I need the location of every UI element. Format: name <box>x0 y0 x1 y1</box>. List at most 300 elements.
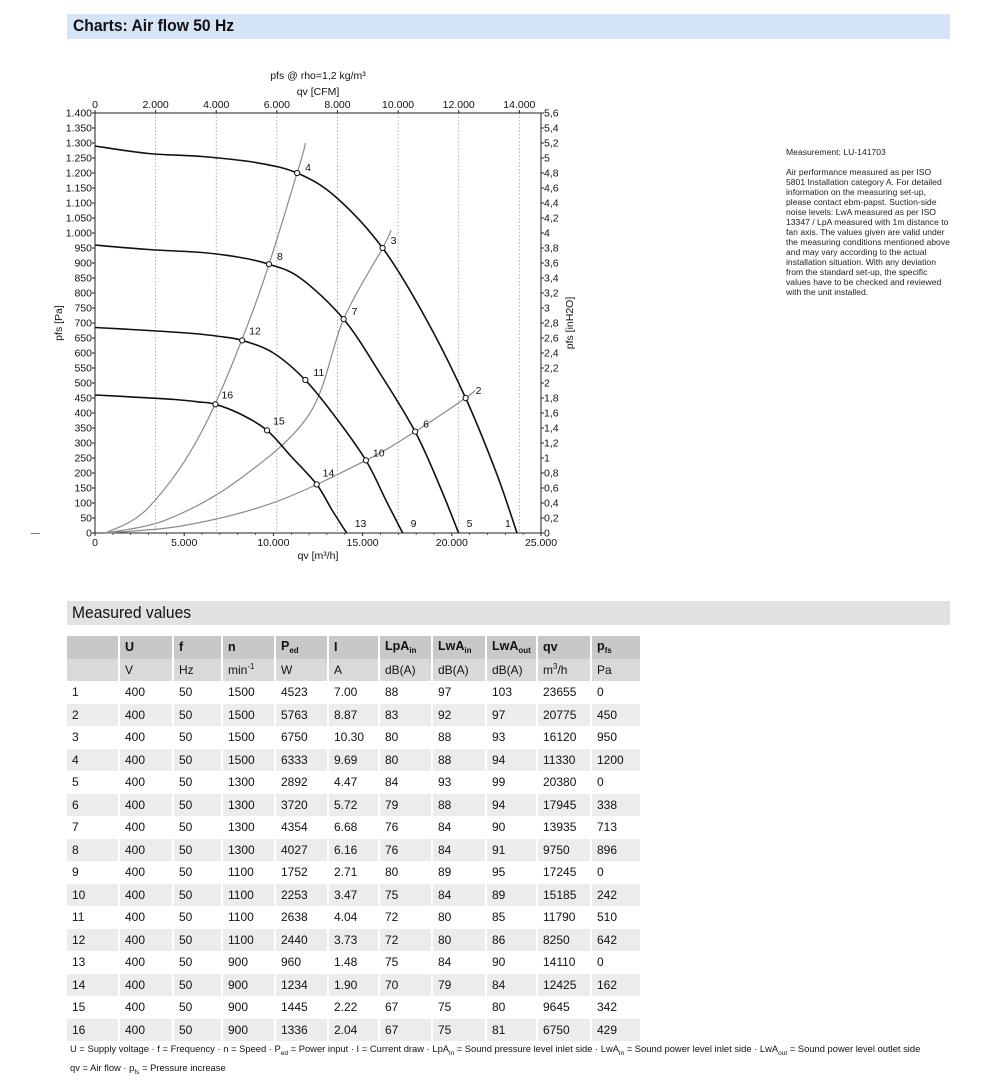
table-cell: 6.16 <box>329 839 380 862</box>
legend-line-2 <box>70 1061 920 1080</box>
table-cell: 1500 <box>223 726 276 749</box>
table-cell: 50 <box>174 816 223 839</box>
y2-tick-label: 0,2 <box>544 512 559 525</box>
point-label: 11 <box>313 367 325 379</box>
table-cell: 50 <box>174 974 223 997</box>
table-cell: 3 <box>67 726 120 749</box>
table-cell: 1200 <box>592 749 642 772</box>
y2-tick-label: 5 <box>544 152 550 165</box>
table-cell: 1445 <box>276 996 329 1019</box>
table-cell: 4.47 <box>329 771 380 794</box>
table-cell: 13935 <box>538 816 592 839</box>
table-row <box>67 681 642 704</box>
legend-text: qv = Air flow · p <box>70 1061 135 1073</box>
table-cell: 896 <box>592 839 642 862</box>
y-tick-label: 300 <box>74 437 92 450</box>
measurement-id: Measurement: LU-141703 <box>786 147 886 157</box>
legend-text: = Sound power level inlet side · LwA <box>624 1043 779 1054</box>
table-cell: 4.04 <box>329 906 380 929</box>
y2-tick-label: 3 <box>544 302 550 315</box>
y-tick-label: 1.050 <box>65 212 92 225</box>
table-cell: 400 <box>120 681 174 704</box>
table-cell: 400 <box>120 951 174 974</box>
y-tick-label: 1.300 <box>65 137 92 150</box>
y-tick-label: 750 <box>74 302 92 315</box>
table-cell: 5763 <box>276 704 329 727</box>
operating-point <box>341 317 346 322</box>
y-tick-label: 350 <box>74 422 92 435</box>
operating-point <box>463 395 468 400</box>
table-cell: 1100 <box>223 906 276 929</box>
operating-point <box>363 458 368 463</box>
table-cell: 0 <box>592 681 642 704</box>
table-cell: 12 <box>67 929 120 952</box>
system-curve <box>106 391 475 534</box>
table-cell: 84 <box>433 951 487 974</box>
point-label: 5 <box>466 518 473 530</box>
table-cell: 9 <box>67 861 120 884</box>
y-tick-label: 100 <box>74 497 92 510</box>
table-cell: 67 <box>380 1019 433 1042</box>
table-cell: 80 <box>380 726 433 749</box>
table-cell: 50 <box>174 704 223 727</box>
table-body <box>67 681 642 1041</box>
y-tick-label: 1.350 <box>65 122 92 135</box>
table-cell: 80 <box>380 749 433 772</box>
table-cell: 4523 <box>276 681 329 704</box>
legend-sub: out <box>778 1049 788 1057</box>
table-units-row <box>67 659 642 682</box>
x-tick-label: 20.000 <box>435 537 468 549</box>
y-axis-label: pfs [Pa] <box>53 305 65 341</box>
table-cell: 76 <box>380 839 433 862</box>
y-tick-label: 700 <box>74 317 92 330</box>
table-cell: 960 <box>276 951 329 974</box>
table-cell: 400 <box>120 884 174 907</box>
y2-tick-label: 4,2 <box>544 212 559 225</box>
y-tick-label: 550 <box>74 362 92 375</box>
table-cell: 13 <box>67 951 120 974</box>
table-cell: 84 <box>487 974 538 997</box>
legend-sub: ed <box>280 1049 289 1057</box>
table-cell: 1100 <box>223 861 276 884</box>
table-cell: 84 <box>433 816 487 839</box>
table-cell: 1100 <box>223 884 276 907</box>
legend-sub: fs <box>134 1068 140 1076</box>
table-row <box>67 861 642 884</box>
table-cell: 2.04 <box>329 1019 380 1042</box>
y2-tick-label: 3,6 <box>544 257 559 270</box>
table-cell: 400 <box>120 839 174 862</box>
table-cell: 242 <box>592 884 642 907</box>
point-label: 2 <box>475 385 482 397</box>
measurement-note <box>786 147 952 307</box>
unit-cell: V <box>120 659 174 682</box>
table-cell: 1234 <box>276 974 329 997</box>
table-cell: 450 <box>592 704 642 727</box>
table-cell: 72 <box>380 929 433 952</box>
y-tick-label: 900 <box>74 257 92 270</box>
point-label: 8 <box>276 251 283 264</box>
column-header: I <box>329 636 380 659</box>
table-cell: 94 <box>487 749 538 772</box>
table-cell: 8 <box>67 839 120 862</box>
table-cell: 50 <box>174 861 223 884</box>
table-cell: 342 <box>592 996 642 1019</box>
table-cell: 84 <box>433 884 487 907</box>
table-cell: 90 <box>487 816 538 839</box>
column-header: f <box>174 636 223 659</box>
table-cell: 90 <box>487 951 538 974</box>
table-cell: 88 <box>433 794 487 817</box>
table-cell: 88 <box>433 749 487 772</box>
table-cell: 80 <box>433 929 487 952</box>
unit-cell: W <box>276 659 329 682</box>
point-label: 1 <box>505 518 511 530</box>
table-cell: 70 <box>380 974 433 997</box>
y-tick-label: 1.200 <box>65 167 92 180</box>
legend-text: = Sound pressure level inlet side · LwA <box>454 1043 620 1054</box>
table-row <box>67 794 642 817</box>
x2-tick-label: 8.000 <box>324 99 351 111</box>
legend-text: = Power input · I = Current draw · LpA <box>288 1043 450 1054</box>
point-label: 3 <box>390 235 397 247</box>
column-header <box>67 636 120 659</box>
x-axis-label: qv [m³/h] <box>297 550 339 562</box>
y-tick-label: 450 <box>74 392 92 405</box>
table-cell: 11 <box>67 906 120 929</box>
table-cell: 97 <box>487 704 538 727</box>
table-cell: 8250 <box>538 929 592 952</box>
table-cell: 1752 <box>276 861 329 884</box>
y2-tick-label: 4,4 <box>544 197 559 210</box>
table-cell: 400 <box>120 749 174 772</box>
table-cell: 14 <box>67 974 120 997</box>
x2-tick-label: 14.000 <box>503 99 536 111</box>
legend-text: = Sound power level outlet side <box>787 1043 921 1054</box>
y2-tick-label: 1 <box>544 452 550 465</box>
table-cell: 50 <box>174 794 223 817</box>
point-label: 16 <box>221 389 234 402</box>
y2-tick-label: 5,6 <box>544 107 559 120</box>
point-label: 4 <box>305 162 311 174</box>
unit-cell: dB(A) <box>433 659 487 682</box>
table-cell: 338 <box>592 794 642 817</box>
y-tick-label: 400 <box>74 407 92 420</box>
table-cell: 400 <box>120 726 174 749</box>
table-cell: 11330 <box>538 749 592 772</box>
table-cell: 3.47 <box>329 884 380 907</box>
table-cell: 16120 <box>538 726 592 749</box>
table-cell: 79 <box>433 974 487 997</box>
table-cell: 84 <box>433 839 487 862</box>
point-label: 13 <box>354 518 367 530</box>
column-header-sub: in <box>409 646 417 656</box>
point-label: 14 <box>322 467 335 480</box>
table-cell: 91 <box>487 839 538 862</box>
table-cell: 1.90 <box>329 974 380 997</box>
x-tick-label: 25.000 <box>524 537 558 549</box>
table-cell: 85 <box>487 906 538 929</box>
y2-axis-label: pfs [inH2O] <box>564 296 576 350</box>
y2-tick-label: 4,8 <box>544 167 559 180</box>
table-cell: 642 <box>592 929 642 952</box>
table-cell: 400 <box>120 996 174 1019</box>
table-cell: 93 <box>487 726 538 749</box>
table-cell: 6.68 <box>329 816 380 839</box>
table-cell: 75 <box>380 951 433 974</box>
unit-cell: Pa <box>592 659 642 682</box>
x-tick-label: 10.000 <box>257 537 290 549</box>
table-cell: 1100 <box>223 929 276 952</box>
table-row <box>67 1019 642 1042</box>
table-cell: 1300 <box>223 839 276 862</box>
unit-cell: Hz <box>174 659 223 682</box>
x2-tick-label: 4.000 <box>203 99 230 111</box>
y-tick-label: 1.000 <box>65 227 92 240</box>
x-tick-label: 5.000 <box>171 537 198 549</box>
table-cell: 1500 <box>223 704 276 727</box>
table-cell: 50 <box>174 839 223 862</box>
table-cell: 50 <box>174 749 223 772</box>
table-cell: 97 <box>433 681 487 704</box>
table-cell: 2 <box>67 704 120 727</box>
y2-tick-label: 0,8 <box>544 467 559 480</box>
y-tick-label: 1.400 <box>65 107 92 120</box>
measured-values-table <box>67 636 642 1041</box>
table-cell: 400 <box>120 816 174 839</box>
x-tick-label: 15.000 <box>346 537 379 549</box>
table-cell: 10.30 <box>329 726 380 749</box>
column-header-sub: ed <box>289 646 299 656</box>
table-cell: 67 <box>380 996 433 1019</box>
table-row <box>67 749 642 772</box>
column-header: qv <box>538 636 592 659</box>
table-cell: 2440 <box>276 929 329 952</box>
y2-tick-label: 4 <box>544 227 550 240</box>
column-header: $p_{fs}$ <box>592 636 642 659</box>
y-tick-label: 600 <box>74 347 92 360</box>
table-cell: 400 <box>120 1019 174 1042</box>
table-cell: 50 <box>174 929 223 952</box>
table-cell: 88 <box>433 726 487 749</box>
table-cell: 9.69 <box>329 749 380 772</box>
table-cell: 6750 <box>276 726 329 749</box>
y-tick-label: 200 <box>74 467 92 480</box>
x2-tick-label: 12.000 <box>442 99 475 111</box>
y2-tick-label: 2,8 <box>544 317 559 330</box>
table-cell: 16 <box>67 1019 120 1042</box>
table-cell: 17245 <box>538 861 592 884</box>
table-cell: 50 <box>174 1019 223 1042</box>
x2-tick-label: 2.000 <box>142 99 169 111</box>
y2-tick-label: 3,2 <box>544 287 559 300</box>
table-cell: 50 <box>174 951 223 974</box>
table-cell: 103 <box>487 681 538 704</box>
unit-cell: dB(A) <box>487 659 538 682</box>
table-cell: 88 <box>380 681 433 704</box>
point-label: 9 <box>410 518 417 530</box>
table-cell: 50 <box>174 996 223 1019</box>
column-header: $P_{ed}$ <box>276 636 329 659</box>
table-row <box>67 839 642 862</box>
table-row <box>67 704 642 727</box>
table-row <box>67 974 642 997</box>
table-cell: 8.87 <box>329 704 380 727</box>
column-header: U <box>120 636 174 659</box>
operating-point <box>413 429 418 434</box>
table-cell: 84 <box>380 771 433 794</box>
table-cell: 400 <box>120 906 174 929</box>
table-cell: 2253 <box>276 884 329 907</box>
y-tick-label: 1.150 <box>65 182 92 195</box>
operating-point <box>380 245 385 250</box>
table-cell: 76 <box>380 816 433 839</box>
table-cell: 400 <box>120 929 174 952</box>
chart-title: pfs @ rho=1,2 kg/m³ <box>270 70 366 82</box>
table-row <box>67 929 642 952</box>
table-cell: 900 <box>223 1019 276 1042</box>
table-cell: 1500 <box>223 749 276 772</box>
table-cell: 1300 <box>223 794 276 817</box>
y2-tick-label: 0,6 <box>544 482 559 495</box>
table-cell: 23655 <box>538 681 592 704</box>
table-cell: 14110 <box>538 951 592 974</box>
x2-tick-label: 10.000 <box>382 99 415 111</box>
unit-cell: $\min^{-1}$ <box>223 659 276 682</box>
point-label: 15 <box>273 415 285 428</box>
table-cell: 2.22 <box>329 996 380 1019</box>
table-cell: 6750 <box>538 1019 592 1042</box>
table-cell: 92 <box>433 704 487 727</box>
point-label: 7 <box>351 306 358 319</box>
table-cell: 1 <box>67 681 120 704</box>
measured-values-bar <box>67 601 950 625</box>
table-cell: 713 <box>592 816 642 839</box>
table-cell: 50 <box>174 884 223 907</box>
operating-point <box>266 262 271 267</box>
y2-tick-label: 5,2 <box>544 137 559 150</box>
table-cell: 80 <box>487 996 538 1019</box>
y2-tick-label: 2,4 <box>544 347 559 360</box>
table-cell: 94 <box>487 794 538 817</box>
y2-tick-label: 2,6 <box>544 332 559 345</box>
table-cell: 15185 <box>538 884 592 907</box>
table-cell: 99 <box>487 771 538 794</box>
table-cell: 72 <box>380 906 433 929</box>
table-cell: 75 <box>380 884 433 907</box>
y-tick-label: 800 <box>74 287 92 300</box>
table-row <box>67 996 642 1019</box>
table-cell: 1300 <box>223 816 276 839</box>
y-tick-label: 850 <box>74 272 92 285</box>
unit-sup: -1 <box>247 662 255 672</box>
y2-tick-label: 0,4 <box>544 497 559 510</box>
y-tick-label: 1.100 <box>65 197 92 210</box>
table-row <box>67 771 642 794</box>
legend-sub: in <box>619 1049 625 1057</box>
table-cell: 400 <box>120 794 174 817</box>
table-cell: 950 <box>592 726 642 749</box>
table-cell: 900 <box>223 974 276 997</box>
unit-cell: A <box>329 659 380 682</box>
table-cell: 400 <box>120 974 174 997</box>
table-cell: 3.73 <box>329 929 380 952</box>
column-header: LwA$_{out}$ <box>487 636 538 659</box>
column-header-sub: in <box>464 646 472 656</box>
legend-line-1 <box>70 1042 920 1061</box>
operating-point <box>240 338 245 343</box>
legend-text: U = Supply voltage · f = Frequency · n = Speed · P <box>70 1043 281 1054</box>
y2-tick-label: 2,2 <box>544 362 559 375</box>
abbreviation-legend <box>70 1042 920 1080</box>
y-tick-label: 1.250 <box>65 152 92 165</box>
unit-cell: dB(A) <box>380 659 433 682</box>
table-cell: 75 <box>433 1019 487 1042</box>
table-header-row <box>67 636 642 659</box>
system-curve <box>106 230 391 533</box>
y2-tick-label: 3,4 <box>544 272 559 285</box>
column-header-sub: out <box>518 646 531 656</box>
y-tick-label: 950 <box>74 242 92 255</box>
margin-tick <box>31 533 40 534</box>
table-cell: 6333 <box>276 749 329 772</box>
x-tick-label: 0 <box>92 537 98 549</box>
x2-tick-label: 6.000 <box>263 99 291 111</box>
table-cell: 89 <box>433 861 487 884</box>
table-cell: 95 <box>487 861 538 884</box>
table-cell: 6 <box>67 794 120 817</box>
measured-values-title: Measured values <box>72 603 192 622</box>
table-cell: 2638 <box>276 906 329 929</box>
table-cell: 7 <box>67 816 120 839</box>
y-tick-label: 0 <box>86 527 92 540</box>
measurement-text: Air performance measured as per ISO 5801 Installation category A. For detailed information on the measuring set-up, please contact ebm-papst. Suction-side noise levels: LwA measured as per ISO 13347 / LpA measured with 1m distance to fan axis. The values given are valid under the measuring conditions mentioned above and may vary according to the actual installation situation. With any deviation from the standard set-up, the specific values have to be checked and reviewed with the unit installed. <box>786 167 950 297</box>
y-tick-label: 250 <box>74 452 92 465</box>
unit-sup: 3 <box>553 662 558 672</box>
table-cell: 93 <box>433 771 487 794</box>
table-cell: 17945 <box>538 794 592 817</box>
y-tick-label: 150 <box>74 482 92 495</box>
table-cell: 20775 <box>538 704 592 727</box>
table-cell: 4027 <box>276 839 329 862</box>
y2-tick-label: 1,6 <box>544 407 559 420</box>
table-cell: 86 <box>487 929 538 952</box>
unit-cell <box>67 659 120 682</box>
table-cell: 900 <box>223 996 276 1019</box>
table-cell: 0 <box>592 951 642 974</box>
table-row <box>67 951 642 974</box>
table-cell: 50 <box>174 681 223 704</box>
speed-curve <box>95 328 403 534</box>
table-cell: 80 <box>380 861 433 884</box>
y2-tick-label: 1,8 <box>544 392 559 405</box>
table-cell: 10 <box>67 884 120 907</box>
table-cell: 12425 <box>538 974 592 997</box>
y-tick-label: 500 <box>74 377 92 390</box>
point-label: 6 <box>423 418 429 431</box>
table-cell: 1.48 <box>329 951 380 974</box>
y2-tick-label: 2 <box>544 377 550 390</box>
system-curve <box>106 143 306 533</box>
y2-tick-label: 1,4 <box>544 422 559 435</box>
table-cell: 1336 <box>276 1019 329 1042</box>
legend-sub: in <box>449 1049 455 1057</box>
operating-point <box>264 428 269 433</box>
table-cell: 400 <box>120 861 174 884</box>
table-cell: 15 <box>67 996 120 1019</box>
table-cell: 11790 <box>538 906 592 929</box>
